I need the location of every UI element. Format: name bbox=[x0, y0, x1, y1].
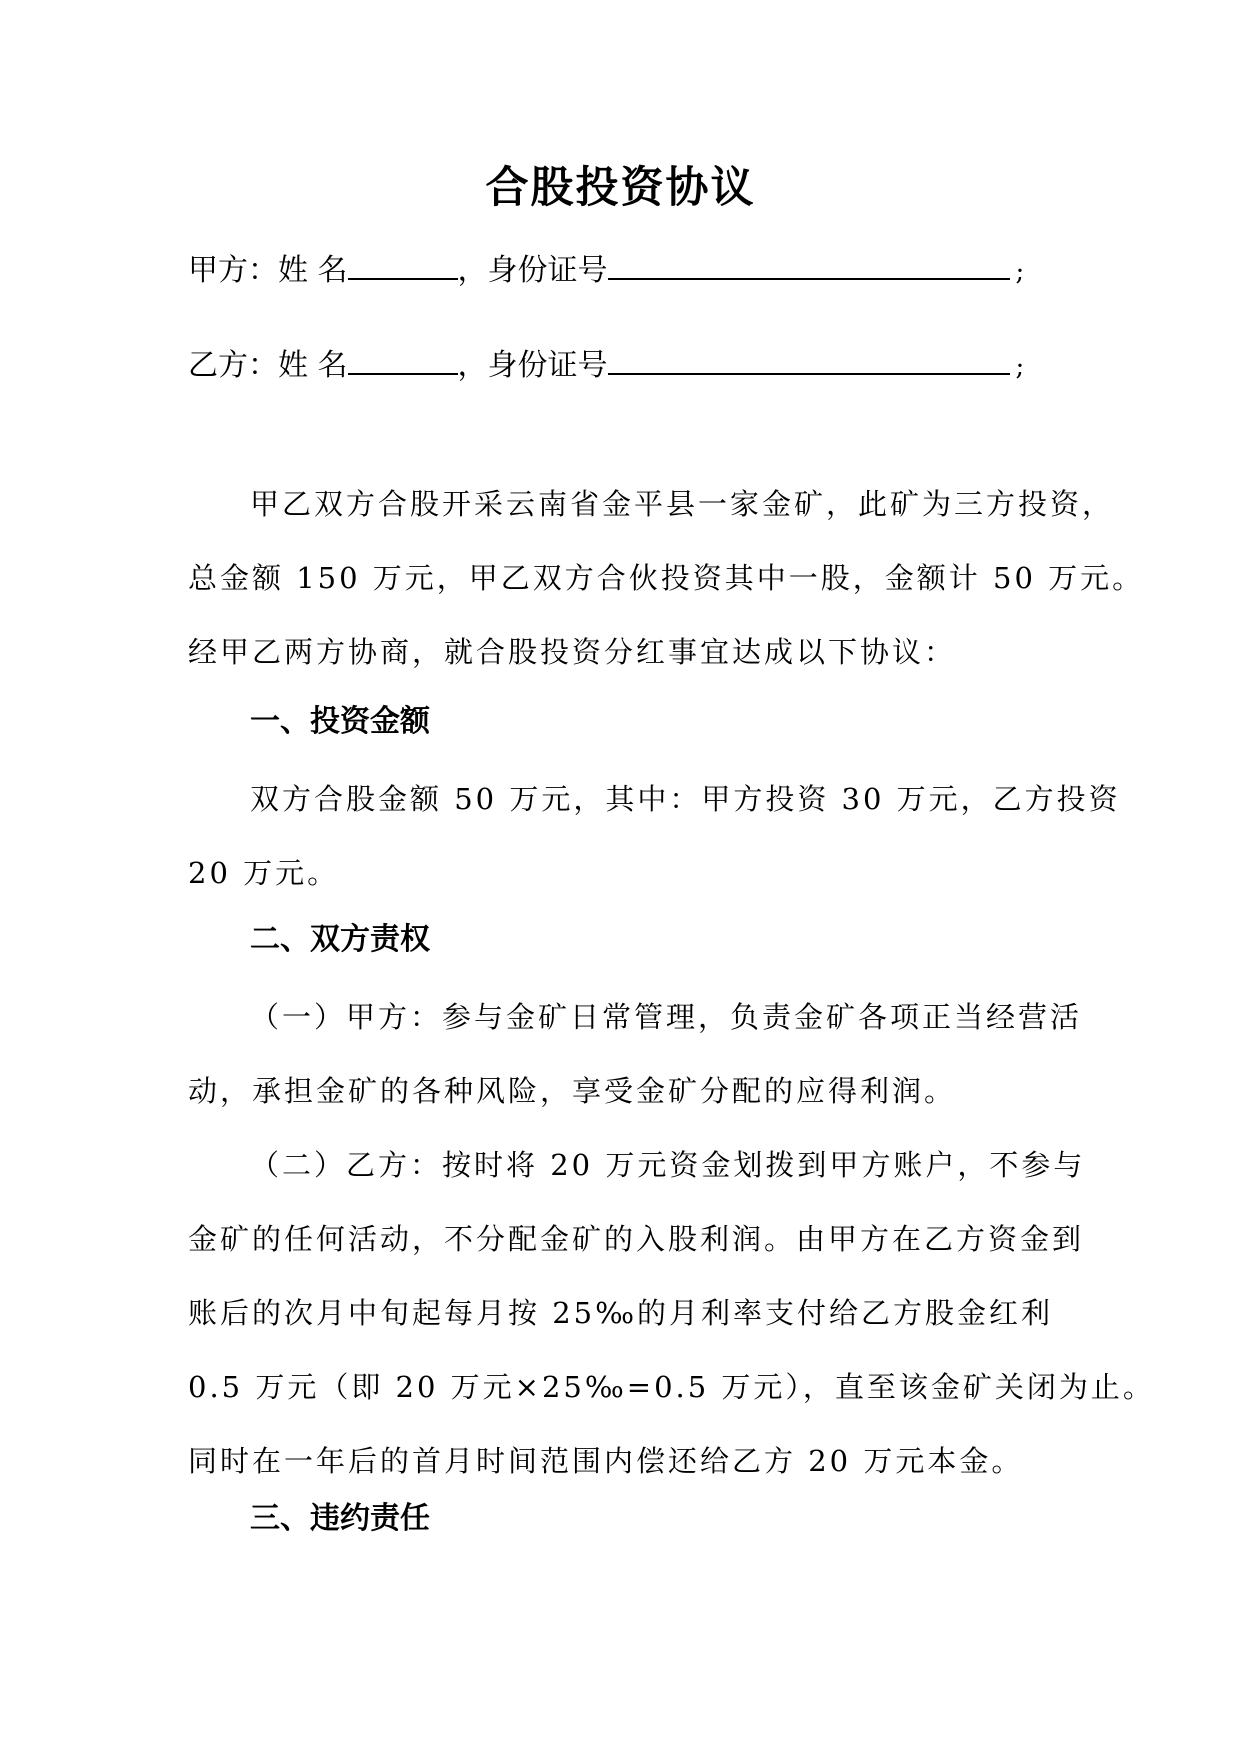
intro-paragraph bbox=[188, 467, 1145, 689]
section-2-part-a bbox=[188, 980, 1083, 1128]
party-a-row bbox=[188, 242, 1068, 292]
section-3-heading: 三、违约责任 bbox=[250, 1501, 430, 1536]
party-b-id-blank bbox=[608, 337, 1010, 375]
section-2-b-line: （二）乙方：按时将 20 万元资金划拨到甲方账户，不参与 bbox=[250, 1148, 1086, 1182]
section-2-a-line: 动，承担金矿的各种风险，享受金矿分配的应得利润。 bbox=[188, 1074, 957, 1108]
section-1-line: 20 万元。 bbox=[188, 856, 340, 890]
party-a-end: ; bbox=[1015, 257, 1025, 287]
party-a-name-blank bbox=[348, 242, 458, 280]
party-a-name-label: 甲方：姓 名 bbox=[188, 253, 348, 288]
intro-line: 甲乙双方合股开采云南省金平县一家金矿，此矿为三方投资， bbox=[250, 487, 1115, 521]
section-2-a-line: （一）甲方：参与金矿日常管理，负责金矿各项正当经营活 bbox=[250, 1000, 1083, 1034]
section-2-b-line: 金矿的任何活动，不分配金矿的入股利润。由甲方在乙方资金到 bbox=[188, 1222, 1085, 1256]
party-b-id-label: ，身份证号 bbox=[457, 348, 608, 383]
page-title: 合股投资协议 bbox=[485, 163, 756, 213]
party-a-id-label: ，身份证号 bbox=[457, 253, 608, 288]
intro-line: 经甲乙两方协商，就合股投资分红事宜达成以下协议： bbox=[188, 635, 957, 669]
party-a-id-blank bbox=[608, 242, 1010, 280]
party-b-row bbox=[188, 337, 1068, 387]
section-2-b-line: 账后的次月中旬起每月按 25‰的月利率支付给乙方股金红利 bbox=[188, 1296, 1054, 1330]
intro-line: 总金额 150 万元，甲乙双方合伙投资其中一股，金额计 50 万元。 bbox=[188, 561, 1145, 595]
section-2-b-line: 同时在一年后的首月时间范围内偿还给乙方 20 万元本金。 bbox=[188, 1444, 1024, 1478]
party-b-end: ; bbox=[1015, 352, 1025, 382]
section-2-b-line: 0.5 万元（即 20 万元×25‰=0.5 万元），直至该金矿关闭为止。 bbox=[188, 1370, 1155, 1404]
party-b-name-blank bbox=[348, 337, 458, 375]
section-1-line: 双方合股金额 50 万元，其中：甲方投资 30 万元，乙方投资 bbox=[250, 782, 1121, 816]
party-b-name-label: 乙方：姓 名 bbox=[188, 348, 348, 383]
section-1-heading: 一、投资金额 bbox=[250, 704, 430, 739]
section-2-part-b bbox=[188, 1128, 1155, 1498]
section-2-heading: 二、双方责权 bbox=[250, 922, 430, 957]
section-1-paragraph bbox=[188, 762, 1121, 910]
